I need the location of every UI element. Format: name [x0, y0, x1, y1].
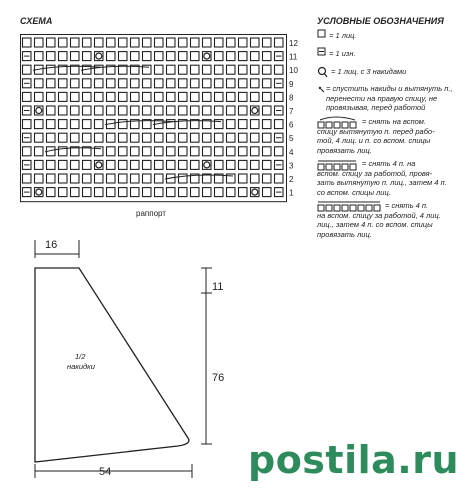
chart-cell	[83, 92, 92, 101]
chart-cell	[95, 92, 104, 101]
chart-cell	[131, 38, 140, 47]
chart-cell	[47, 160, 56, 169]
legend-item-yarnover: = 1 лиц. с 3 накидами	[331, 67, 407, 76]
chart-cell	[35, 133, 44, 142]
chart-cell	[71, 38, 80, 47]
chart-cell	[191, 160, 200, 169]
chart-cell	[143, 38, 152, 47]
chart-cell	[155, 79, 164, 88]
legend-item-knit: = 1 лиц.	[329, 31, 357, 40]
chart-cell	[59, 106, 68, 115]
chart-cell	[263, 188, 272, 197]
row-number: 9	[289, 79, 294, 89]
chart-cell	[95, 106, 104, 115]
chart-cell	[47, 188, 56, 197]
chart-cell	[215, 52, 224, 61]
legend-item-purl: = 1 изн.	[329, 49, 356, 58]
chart-cell	[47, 92, 56, 101]
chart-cell	[71, 160, 80, 169]
side-height-label: 76	[212, 372, 225, 384]
chart-cell	[23, 174, 32, 183]
chart-cell	[131, 92, 140, 101]
chart-cell	[83, 106, 92, 115]
chart-cell	[203, 133, 212, 142]
chart-cell	[23, 147, 32, 156]
pattern-diagram	[20, 232, 220, 482]
chart-cell	[227, 92, 236, 101]
chart-cell	[95, 79, 104, 88]
yarnover-symbol	[319, 68, 328, 78]
chart-cell	[251, 79, 260, 88]
chart-cell	[71, 79, 80, 88]
chart-cell	[227, 106, 236, 115]
row-number: 12	[289, 39, 298, 48]
chart-cell	[227, 133, 236, 142]
chart-cell	[275, 174, 284, 183]
chart-cell	[215, 38, 224, 47]
yarnover-mark	[96, 162, 102, 168]
chart-cell	[83, 52, 92, 61]
chart-cell	[251, 120, 260, 129]
chart-cell	[35, 92, 44, 101]
chart-cell	[47, 38, 56, 47]
chart-cell	[191, 65, 200, 74]
chart-cell	[35, 160, 44, 169]
chart-cell	[167, 160, 176, 169]
chart-cell	[263, 147, 272, 156]
chart-cell	[119, 174, 128, 183]
chart-cell	[35, 52, 44, 61]
chart-cell	[35, 147, 44, 156]
yarnover-mark	[36, 189, 42, 195]
chart-cell	[143, 133, 152, 142]
chart-cell	[71, 106, 80, 115]
chart-cell	[71, 133, 80, 142]
chart-cell	[191, 52, 200, 61]
chart-cell	[131, 188, 140, 197]
chart-cell	[143, 188, 152, 197]
legend-item-drop-loops: = спустить накиды и вытянуть п., перенести на правую спицу, не провязывая, перед работой	[326, 84, 453, 112]
chart-cell	[119, 188, 128, 197]
chart-cell	[275, 38, 284, 47]
chart-cell	[275, 120, 284, 129]
chart-cell	[119, 160, 128, 169]
half-label: 1/2	[75, 352, 86, 361]
chart-cell	[191, 147, 200, 156]
chart-cell	[203, 79, 212, 88]
chart-cell	[155, 52, 164, 61]
knit-stitch-symbol	[318, 30, 325, 37]
legend-title: УСЛОВНЫЕ ОБОЗНАЧЕНИЯ	[317, 16, 444, 26]
row-number: 8	[289, 93, 294, 103]
chart-cell	[239, 133, 248, 142]
chart-grid	[21, 35, 287, 202]
chart-cell	[203, 147, 212, 156]
chart-cell	[191, 79, 200, 88]
chart-cell	[227, 79, 236, 88]
chart-cell	[59, 52, 68, 61]
side-top-label: 11	[212, 281, 224, 293]
chart-cell	[23, 120, 32, 129]
chart-cell	[251, 92, 260, 101]
chart-cell	[191, 38, 200, 47]
chart-cell	[59, 160, 68, 169]
chart-cell	[107, 188, 116, 197]
chart-cell	[71, 92, 80, 101]
chart-cell	[23, 65, 32, 74]
chart-cell	[191, 188, 200, 197]
chart-cell	[47, 65, 56, 74]
chart-cell	[119, 38, 128, 47]
chart-cell	[95, 120, 104, 129]
chart-cell	[59, 79, 68, 88]
chart-cell	[215, 188, 224, 197]
yarnover-mark	[96, 53, 102, 59]
row-numbers	[289, 39, 298, 198]
row-number: 7	[289, 107, 294, 116]
chart-cell	[59, 38, 68, 47]
chart-cell	[167, 147, 176, 156]
chart-cell	[263, 79, 272, 88]
yarnover-mark	[36, 108, 42, 114]
chart-cell	[35, 120, 44, 129]
chart-cell	[203, 38, 212, 47]
chart-cell	[263, 65, 272, 74]
chart-cell	[83, 120, 92, 129]
chart-cell	[83, 174, 92, 183]
chart-cell	[71, 188, 80, 197]
chart-cell	[239, 52, 248, 61]
chart-cell	[107, 106, 116, 115]
chart-cell	[263, 120, 272, 129]
chart-cell	[275, 92, 284, 101]
chart-cell	[191, 92, 200, 101]
chart-cell	[47, 106, 56, 115]
chart-cell	[131, 147, 140, 156]
chart-cell	[167, 79, 176, 88]
chart-cell	[119, 120, 128, 129]
chart-cell	[251, 133, 260, 142]
chart-cell	[107, 160, 116, 169]
chart-cell	[59, 120, 68, 129]
chart-cell	[119, 79, 128, 88]
chart-cell	[215, 147, 224, 156]
top-width-label: 16	[45, 239, 58, 251]
chart-cell	[107, 38, 116, 47]
chart-cell	[155, 147, 164, 156]
watermark-logo: postila.ru	[248, 438, 460, 482]
chart-cell	[167, 52, 176, 61]
chart-cell	[155, 106, 164, 115]
chart-cell	[35, 79, 44, 88]
chart-cell	[143, 92, 152, 101]
chart-cell	[119, 106, 128, 115]
chart-cell	[227, 120, 236, 129]
chart-cell	[83, 79, 92, 88]
chart-cell	[239, 79, 248, 88]
chart-cell	[179, 106, 188, 115]
chart-cell	[203, 65, 212, 74]
row-number: 2	[289, 175, 294, 184]
chart-cell	[167, 65, 176, 74]
legend-item-cross-left: = снять на вспом. спицу вытянутую п. перед рабо- той, 4 лиц. и п. со вспом. спицы провязать лиц.	[317, 117, 435, 155]
chart-cell	[47, 52, 56, 61]
chart-cell	[239, 38, 248, 47]
yarnover-mark	[204, 162, 210, 168]
yarnover-mark	[252, 189, 258, 195]
chart-cell	[119, 52, 128, 61]
row-number: 4	[289, 147, 294, 157]
chart-cell	[227, 147, 236, 156]
chart-cell	[251, 174, 260, 183]
chart-cell	[143, 79, 152, 88]
chart-cell	[119, 92, 128, 101]
chart-cell	[215, 160, 224, 169]
chart-cell	[227, 52, 236, 61]
chart-cell	[227, 65, 236, 74]
chart-cell	[179, 52, 188, 61]
chart-cell	[179, 38, 188, 47]
chart-cell	[263, 133, 272, 142]
chart-cell	[155, 188, 164, 197]
chart-cell	[107, 147, 116, 156]
chart-cell	[239, 92, 248, 101]
chart-cell	[131, 174, 140, 183]
pattern-outline	[35, 268, 189, 462]
chart-cell	[23, 38, 32, 47]
chart-cell	[251, 52, 260, 61]
chart-cell	[263, 38, 272, 47]
chart-cell	[131, 133, 140, 142]
chart-cell	[179, 147, 188, 156]
chart-cell	[227, 160, 236, 169]
chart-cell	[167, 92, 176, 101]
chart-cell	[59, 174, 68, 183]
chart-cell	[215, 92, 224, 101]
chart-cell	[227, 38, 236, 47]
chart-cell	[107, 133, 116, 142]
chart-cell	[155, 174, 164, 183]
chart-cell	[155, 65, 164, 74]
chart-cell	[143, 174, 152, 183]
chart-cell	[251, 38, 260, 47]
chart-cell	[143, 147, 152, 156]
chart-cell	[239, 65, 248, 74]
drop-loops-symbol	[319, 87, 324, 92]
chart-cell	[95, 38, 104, 47]
chart-cell	[239, 188, 248, 197]
chart-cell	[47, 79, 56, 88]
chart-cell	[275, 65, 284, 74]
row-number: 3	[289, 161, 294, 171]
chart-cell	[155, 133, 164, 142]
chart-cell	[179, 160, 188, 169]
chart-cell	[167, 38, 176, 47]
chart-cell	[215, 133, 224, 142]
chart-cell	[83, 188, 92, 197]
chart-cell	[251, 160, 260, 169]
chart-cell	[263, 92, 272, 101]
chart-cell	[107, 92, 116, 101]
chart-cell	[263, 160, 272, 169]
chart-cell	[155, 160, 164, 169]
chart-cell	[179, 188, 188, 197]
yarnover-mark	[252, 108, 258, 114]
chart-cell	[107, 52, 116, 61]
cable-mark	[45, 148, 101, 152]
chart-cell	[83, 38, 92, 47]
chart-cell	[179, 174, 188, 183]
chart-cell	[179, 79, 188, 88]
chart-cell	[119, 133, 128, 142]
chart-cell	[83, 160, 92, 169]
chart-cell	[71, 52, 80, 61]
chart-cell	[191, 133, 200, 142]
chart-cell	[227, 188, 236, 197]
chart-cell	[131, 160, 140, 169]
chart-cell	[167, 106, 176, 115]
chart-cell	[203, 92, 212, 101]
chart-cell	[35, 174, 44, 183]
chart-cell	[71, 120, 80, 129]
row-number: 1	[289, 188, 294, 198]
chart-cell	[239, 147, 248, 156]
chart-cell	[239, 174, 248, 183]
row-number: 5	[289, 134, 294, 144]
chart-cell	[47, 120, 56, 129]
chart-cell	[107, 174, 116, 183]
chart-cell	[35, 38, 44, 47]
chart-cell	[131, 106, 140, 115]
row-number: 10	[289, 66, 298, 76]
chart-cell	[215, 79, 224, 88]
chart-cell	[239, 106, 248, 115]
chart-cell	[23, 92, 32, 101]
chart-cell	[59, 188, 68, 197]
chart-cell	[143, 160, 152, 169]
chart-title: СХЕМА	[20, 16, 53, 26]
chart-cell	[215, 106, 224, 115]
legend-item-cable-4x4: = снять 4 п. на вспом. спицу за работой, 4 лиц. лиц., затем 4 п. со вспом. спицы провязать лиц.	[317, 201, 441, 239]
chart-cell	[239, 160, 248, 169]
chart-cell	[119, 147, 128, 156]
legend-item-cross-right: = снять 4 п. на вспом. спицу за работой, провя- зать вытянутую п. лиц., затем 4 п. со вспом. спицы лиц.	[317, 159, 447, 197]
chart-cell	[59, 92, 68, 101]
chart-cell	[95, 133, 104, 142]
chart-cell	[95, 188, 104, 197]
row-number: 11	[289, 52, 298, 62]
chart-cell	[203, 106, 212, 115]
chart-cell	[263, 52, 272, 61]
chart-cell	[59, 133, 68, 142]
chart-cell	[179, 133, 188, 142]
chart-cell	[215, 65, 224, 74]
chart-cell	[95, 174, 104, 183]
chart-cell	[167, 188, 176, 197]
chart-cell	[263, 106, 272, 115]
chart-cell	[203, 188, 212, 197]
bottom-width-label: 54	[99, 466, 112, 478]
row-number: 6	[289, 120, 294, 130]
chart-cell	[239, 120, 248, 129]
chart-cell	[131, 79, 140, 88]
chart-cell	[143, 106, 152, 115]
chart-cell	[179, 65, 188, 74]
chart-cell	[131, 52, 140, 61]
chart-cell	[155, 92, 164, 101]
chart-cell	[71, 174, 80, 183]
chart-cell	[143, 52, 152, 61]
chart-cell	[47, 133, 56, 142]
chart-cell	[155, 38, 164, 47]
chart-cell	[179, 92, 188, 101]
chart-cell	[251, 65, 260, 74]
chart-cell	[275, 147, 284, 156]
knitting-chart	[20, 34, 310, 206]
piece-name-label: накидки	[67, 362, 95, 371]
chart-cell	[263, 174, 272, 183]
chart-cell	[191, 106, 200, 115]
rapport-label: раппорт	[136, 209, 166, 218]
chart-cell	[167, 133, 176, 142]
yarnover-mark	[204, 53, 210, 59]
chart-cell	[107, 79, 116, 88]
chart-cell	[251, 147, 260, 156]
chart-cell	[83, 133, 92, 142]
chart-cell	[47, 174, 56, 183]
